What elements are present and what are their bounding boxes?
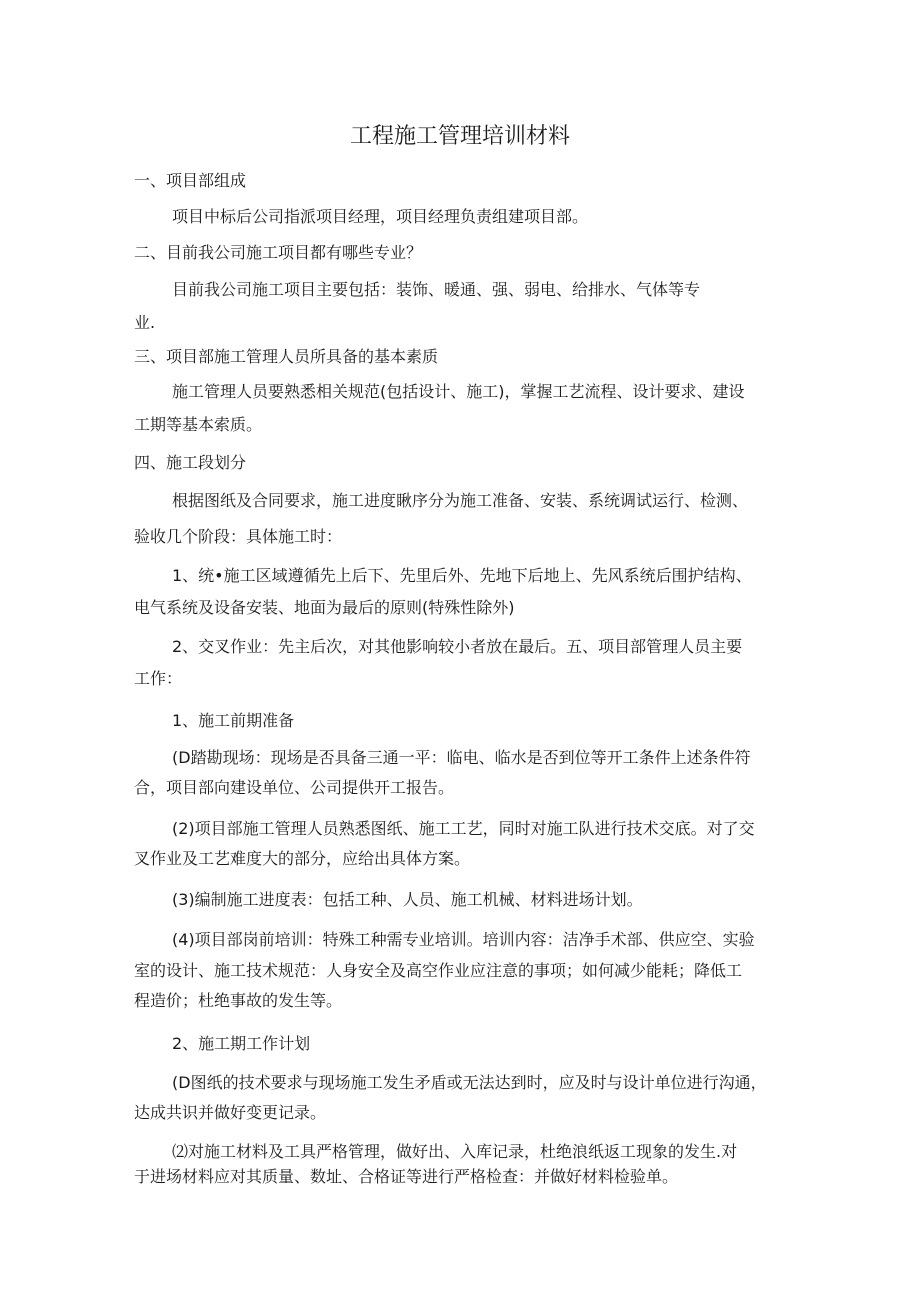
subsection-heading-1: 1、施工前期准备 xyxy=(172,711,295,730)
paragraph-line: 达成共识并做好变更记录。 xyxy=(134,1103,327,1122)
section-heading-4: 四、施工段划分 xyxy=(134,453,247,472)
section-heading-2: 二、目前我公司施工项目都有哪些专业？ xyxy=(134,243,423,262)
paragraph-line: 施工管理人员要熟悉相关规范(包括设计、施工)，掌握工艺流程、设计要求、建设 xyxy=(172,382,745,401)
paragraph-line: 1、统•施工区域遵循先上后下、先里后外、先地下后地上、先风系统后围护结构、 xyxy=(172,566,752,585)
paragraph-line: 电气系统及设备安装、地面为最后的原则(特殊性除外) xyxy=(134,598,515,617)
paragraph-line: 项目中标后公司指派项目经理，项目经理负责组建项目部。 xyxy=(172,207,589,226)
paragraph-line: 于进场材料应对其质量、数址、合格证等进行严格检查：并做好材料检验单。 xyxy=(134,1167,679,1186)
paragraph-line: 根据图纸及合同要求，施工进度瞅序分为施工准备、安装、系统调试运行、检测、 xyxy=(172,491,749,510)
paragraph-line: 合，项目部向建设单位、公司提供开工报告。 xyxy=(134,778,455,797)
paragraph-line: 叉作业及工艺难度大的部分，应给出具体方案。 xyxy=(134,849,471,868)
section-heading-1: 一、项目部组成 xyxy=(134,171,247,190)
paragraph-line: ⑵对施工材料及工具严格管理，做好出、入库记录，杜绝浪纸返工现象的发生.对 xyxy=(172,1142,738,1161)
paragraph-line: (2)项目部施工管理人员熟悉图纸、施工工艺，同时对施工队进行技术交底。对了交 xyxy=(172,819,755,838)
paragraph-line: (D踏勘现场：现场是否具备三通一平：临电、临水是否到位等开工条件上述条件符 xyxy=(172,748,751,767)
document-title: 工程施工管理培训材料 xyxy=(349,124,570,149)
paragraph-line: 目前我公司施工项目主要包括：装饰、暖通、强、弱电、给排水、气体等专 xyxy=(172,280,701,299)
paragraph-line: 2、交叉作业：先主后次，对其他影响较小者放在最后。五、项目部管理人员主要 xyxy=(172,637,743,656)
paragraph-line: 业. xyxy=(134,313,156,332)
paragraph-line: 室的设计、施工技术规范：人身安全及高空作业应注意的事项；如何减少能耗；降低工 xyxy=(134,961,743,980)
paragraph-line: (D图纸的技术要求与现场施工发生矛盾或无法达到时，应及时与设计单位进行沟通， xyxy=(172,1073,767,1092)
section-heading-3: 三、项目部施工管理人员所具备的基本素质 xyxy=(134,347,439,366)
paragraph-line: 工作： xyxy=(134,669,183,688)
paragraph-line: 验收几个阶段：具体施工时： xyxy=(134,527,343,546)
paragraph-line: (3)编制施工进度表：包括工种、人员、施工机械、材料进场计划。 xyxy=(172,890,643,909)
paragraph-line: (4)项目部岗前培训：特殊工种需专业培训。培训内容：洁净手术部、供应空、实验 xyxy=(172,930,755,949)
paragraph-line: 程造价；杜绝事故的发生等。 xyxy=(134,991,343,1010)
paragraph-line: 工期等基本索质。 xyxy=(134,415,263,434)
subsection-heading-2: 2、施工期工作计划 xyxy=(172,1034,311,1053)
